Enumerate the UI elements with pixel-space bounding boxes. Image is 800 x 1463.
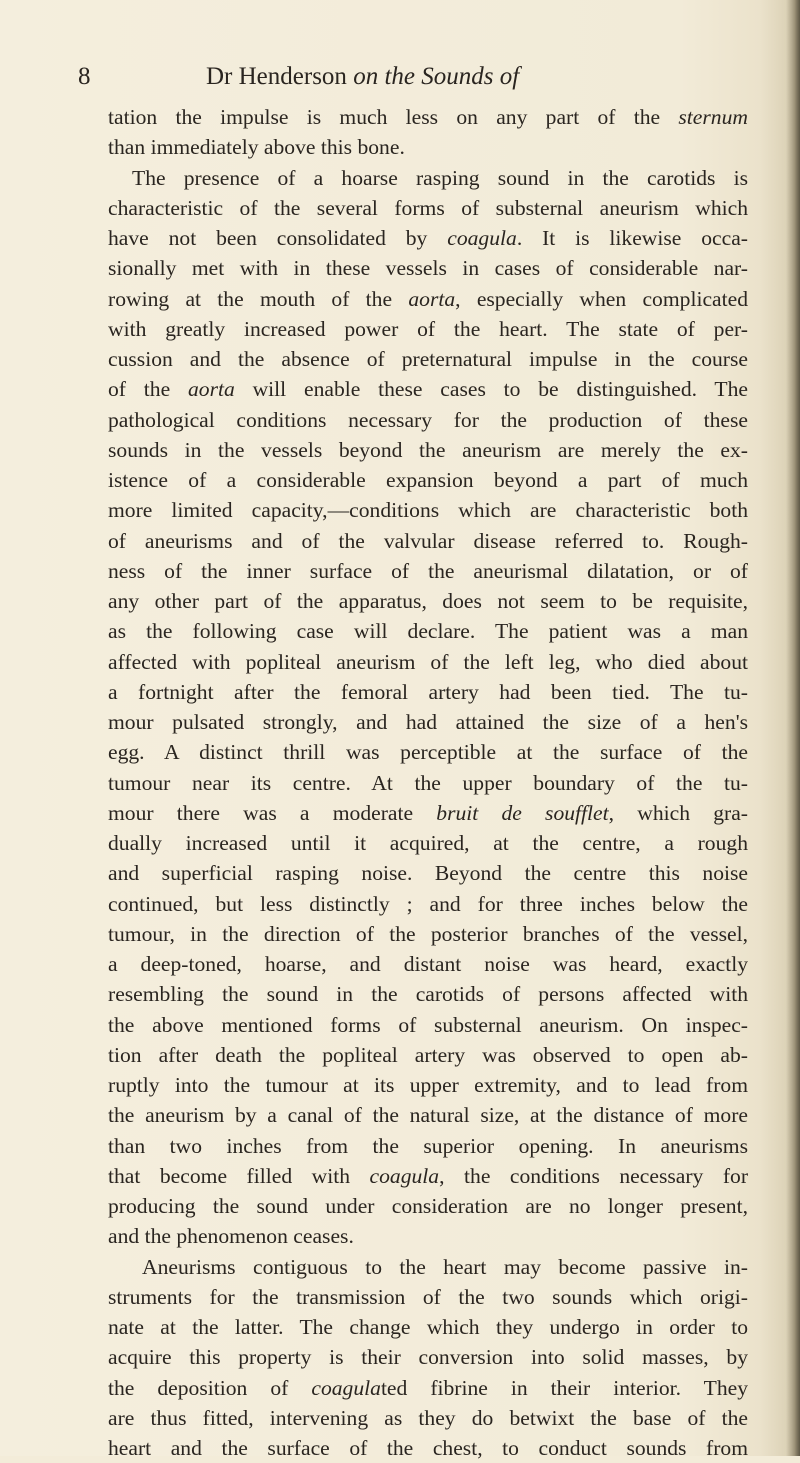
text-line: characteristic of the several forms of substernal aneurism which <box>108 195 748 220</box>
text-line: continued, but less distinctly ; and for three inches below the <box>108 891 748 916</box>
text-line: mour there was a moderate bruit de soufflet, which gra- <box>108 800 748 825</box>
text-line: of aneurisms and of the valvular disease referred to. Rough- <box>108 528 748 553</box>
text-line: a fortnight after the femoral artery had been tied. The tu- <box>108 679 748 704</box>
text-line: ness of the inner surface of the aneurismal dilatation, or of <box>108 558 748 583</box>
page-number: 8 <box>78 63 91 90</box>
text-line: sounds in the vessels beyond the aneurism are merely the ex- <box>108 437 748 462</box>
text-line: sionally met with in these vessels in cases of considerable nar- <box>108 256 748 281</box>
text-line: than two inches from the superior opening. In aneurisms <box>108 1133 748 1158</box>
text-line: the above mentioned forms of substernal aneurism. On inspec- <box>108 1012 748 1037</box>
text-line: tion after death the popliteal artery was observed to open ab- <box>108 1042 748 1067</box>
running-header <box>78 60 738 94</box>
text-line: tation the impulse is much less on any part of the sternum <box>108 105 748 129</box>
text-line: are thus fitted, intervening as they do betwixt the base of the <box>108 1405 748 1430</box>
text-line: the deposition of coagulated fibrine in their interior. They <box>108 1375 748 1400</box>
text-line: as the following case will declare. The patient was a man <box>108 619 748 644</box>
text-line: rowing at the mouth of the aorta, especially when complicated <box>108 286 748 311</box>
page-edge-shadow <box>786 0 800 1456</box>
running-title-italic: on the Sounds of <box>353 63 520 90</box>
text-line: and the phenomenon ceases. <box>108 1224 354 1249</box>
text-line: ruptly into the tumour at its upper extremity, and to lead from <box>108 1073 748 1097</box>
text-line: mour pulsated strongly, and had attained the size of a hen's <box>108 710 748 734</box>
text-line: istence of a considerable expansion beyond a part of much <box>108 468 748 492</box>
text-line: egg. A distinct thrill was perceptible at the surface of the <box>108 740 748 765</box>
running-title <box>206 60 519 94</box>
running-title-author: Dr Henderson <box>206 63 347 90</box>
text-line: producing the sound under consideration are no longer present, <box>108 1194 748 1218</box>
text-line: have not been consolidated by coagula. It is likewise occa- <box>108 226 749 250</box>
text-line: a deep-toned, hoarse, and distant noise was heard, exactly <box>108 952 748 976</box>
text-line: acquire this property is their conversion into solid masses, by <box>108 1345 748 1370</box>
text-line: any other part of the apparatus, does not seem to be requisite, <box>108 589 748 613</box>
text-line: cussion and the absence of preternatural impulse in the course <box>108 347 748 371</box>
text-line: dually increased until it acquired, at the centre, a rough <box>108 831 748 855</box>
text-line: nate at the latter. The change which they undergo in order to <box>108 1315 748 1339</box>
text-line: tumour, in the direction of the posterior branches of the vessel, <box>108 921 748 946</box>
text-line: that become filled with coagula, the conditions necessary for <box>108 1163 749 1188</box>
text-line: than immediately above this bone. <box>108 135 405 160</box>
text-line: more limited capacity,—conditions which are characteristic both <box>108 498 748 523</box>
text-line: tumour near its centre. At the upper boundary of the tu- <box>108 770 748 795</box>
text-line: of the aorta will enable these cases to be distinguished. The <box>108 377 749 402</box>
text-line: affected with popliteal aneurism of the left leg, who died about <box>108 649 748 674</box>
body-text <box>108 102 748 1463</box>
text-line: pathological conditions necessary for the production of these <box>108 407 748 432</box>
text-line: resembling the sound in the carotids of persons affected with <box>108 982 748 1007</box>
text-line: heart and the surface of the chest, to conduct sounds from <box>108 1436 748 1460</box>
text-line: Aneurisms contiguous to the heart may become passive in- <box>142 1254 748 1279</box>
text-line: and superficial rasping noise. Beyond the centre this noise <box>108 861 748 886</box>
text-line: struments for the transmission of the two sounds which origi- <box>108 1284 748 1309</box>
text-line: with greatly increased power of the heart. The state of per- <box>108 316 748 341</box>
text-line: the aneurism by a canal of the natural size, at the distance of more <box>108 1103 748 1128</box>
text-line: The presence of a hoarse rasping sound in the carotids is <box>132 165 748 190</box>
